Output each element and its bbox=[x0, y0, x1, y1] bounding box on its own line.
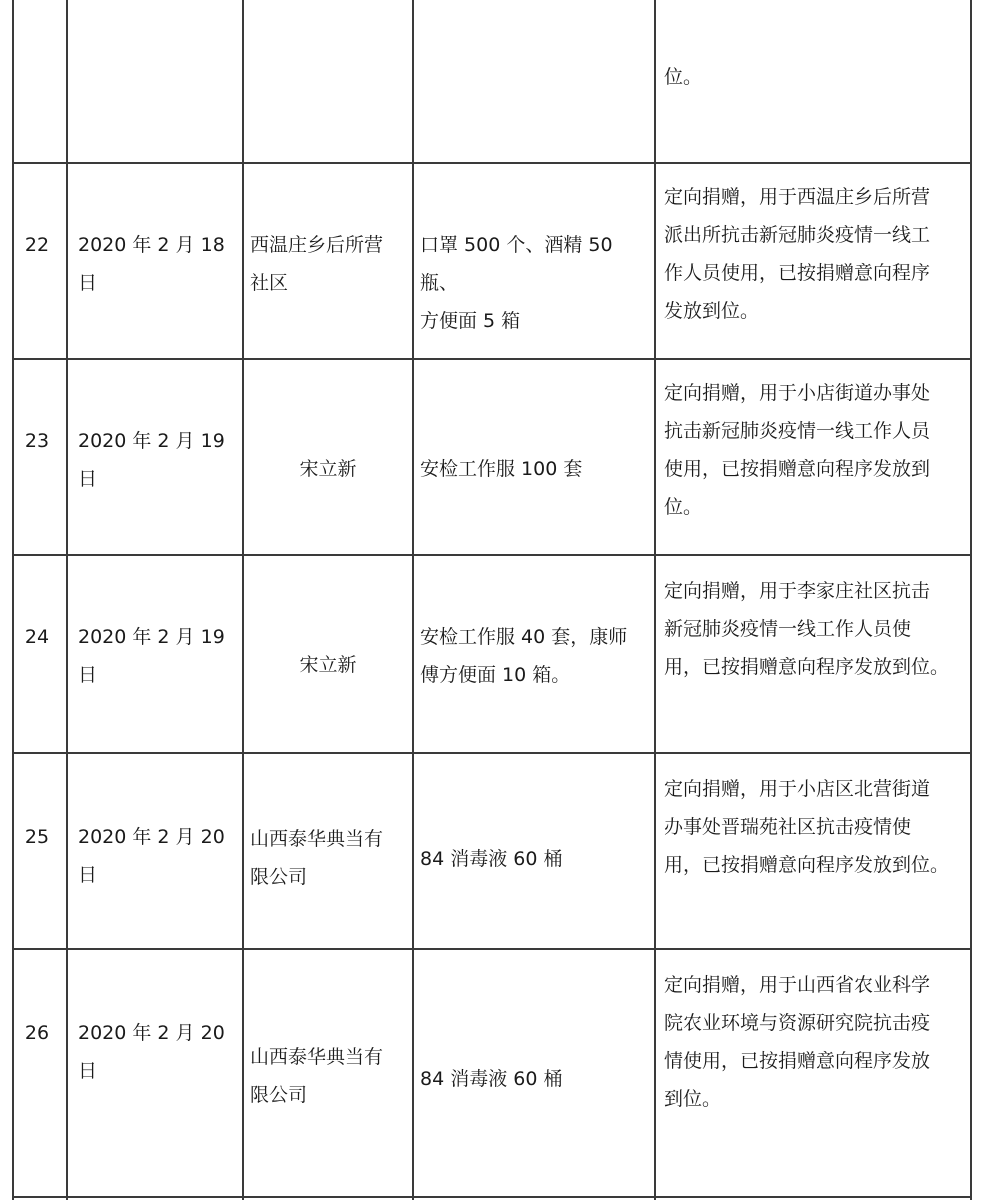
row-divider bbox=[12, 358, 972, 360]
donor-cell bbox=[250, 646, 406, 684]
donor-cell bbox=[250, 1038, 406, 1114]
usage-text: 定向捐赠，用于西温庄乡后所营 bbox=[664, 186, 931, 208]
donor-text: 宋立新 bbox=[299, 654, 357, 676]
usage-cell bbox=[664, 374, 964, 526]
date-cell bbox=[78, 818, 238, 894]
usage-text: 使用，已按捐赠意向程序发放到 bbox=[664, 458, 931, 480]
column-divider bbox=[654, 0, 656, 1200]
row-index: 26 bbox=[24, 1022, 50, 1044]
items-text: 口罩 500 个、酒精 50 瓶、 bbox=[420, 234, 613, 294]
usage-text: 位。 bbox=[664, 496, 703, 518]
date-text: 2020 年 2 月 18 bbox=[78, 234, 225, 256]
donor-text: 山西泰华典当有 bbox=[250, 828, 384, 850]
date-text: 日 bbox=[78, 468, 98, 490]
date-text: 2020 年 2 月 20 bbox=[78, 1022, 225, 1044]
usage-cell bbox=[664, 572, 964, 686]
date-cell bbox=[78, 618, 238, 694]
donor-cell bbox=[250, 820, 406, 896]
date-text: 日 bbox=[78, 272, 98, 294]
donor-text: 社区 bbox=[250, 272, 289, 294]
usage-text: 用，已按捐赠意向程序发放到位。 bbox=[664, 656, 950, 678]
usage-text: 发放到位。 bbox=[664, 300, 760, 322]
date-text: 日 bbox=[78, 864, 98, 886]
items-text: 84 消毒液 60 桶 bbox=[420, 1068, 563, 1090]
column-divider bbox=[412, 0, 414, 1200]
usage-cell bbox=[664, 770, 964, 884]
column-divider bbox=[66, 0, 68, 1200]
items-cell bbox=[420, 1060, 650, 1098]
usage-cell bbox=[664, 966, 964, 1118]
donor-text: 山西泰华典当有 bbox=[250, 1046, 384, 1068]
usage-text: 情使用，已按捐赠意向程序发放 bbox=[664, 1050, 931, 1072]
items-text: 安检工作服 40 套，康师 bbox=[420, 626, 628, 648]
usage-text: 院农业环境与资源研究院抗击疫 bbox=[664, 1012, 931, 1034]
date-cell bbox=[78, 1014, 238, 1090]
row-index: 22 bbox=[24, 234, 50, 256]
table-border-right bbox=[970, 0, 972, 1200]
row-divider bbox=[12, 1196, 972, 1198]
donor-cell bbox=[250, 226, 406, 302]
items-cell bbox=[420, 840, 650, 878]
donor-text: 宋立新 bbox=[299, 458, 357, 480]
items-text: 84 消毒液 60 桶 bbox=[420, 848, 563, 870]
date-cell bbox=[78, 422, 238, 498]
donor-cell bbox=[250, 450, 406, 488]
date-text: 日 bbox=[78, 664, 98, 686]
row-index: 25 bbox=[24, 826, 50, 848]
usage-text: 定向捐赠，用于山西省农业科学 bbox=[664, 974, 931, 996]
items-cell bbox=[420, 450, 650, 488]
items-text: 方便面 5 箱 bbox=[420, 310, 521, 332]
items-cell bbox=[420, 226, 650, 340]
date-text: 日 bbox=[78, 1060, 98, 1082]
usage-text: 定向捐赠，用于小店区北营街道 bbox=[664, 778, 931, 800]
donor-text: 西温庄乡后所营 bbox=[250, 234, 384, 256]
usage-text: 作人员使用，已按捐赠意向程序 bbox=[664, 262, 931, 284]
date-text: 2020 年 2 月 19 bbox=[78, 626, 225, 648]
usage-text: 抗击新冠肺炎疫情一线工作人员 bbox=[664, 420, 931, 442]
usage-text: 用，已按捐赠意向程序发放到位。 bbox=[664, 854, 950, 876]
usage-cell bbox=[664, 178, 964, 330]
date-text: 2020 年 2 月 19 bbox=[78, 430, 225, 452]
date-cell bbox=[78, 226, 238, 302]
date-text: 2020 年 2 月 20 bbox=[78, 826, 225, 848]
items-text: 安检工作服 100 套 bbox=[420, 458, 583, 480]
usage-cell bbox=[664, 58, 964, 96]
usage-text: 位。 bbox=[664, 66, 703, 88]
row-divider bbox=[12, 948, 972, 950]
row-index: 23 bbox=[24, 430, 50, 452]
usage-text: 定向捐赠，用于小店街道办事处 bbox=[664, 382, 931, 404]
usage-text: 定向捐赠，用于李家庄社区抗击 bbox=[664, 580, 931, 602]
row-index: 24 bbox=[24, 626, 50, 648]
usage-text: 派出所抗击新冠肺炎疫情一线工 bbox=[664, 224, 931, 246]
column-divider bbox=[242, 0, 244, 1200]
row-divider bbox=[12, 554, 972, 556]
items-cell bbox=[420, 618, 650, 694]
donor-text: 限公司 bbox=[250, 866, 308, 888]
row-divider bbox=[12, 162, 972, 164]
items-text: 傅方便面 10 箱。 bbox=[420, 664, 571, 686]
usage-text: 新冠肺炎疫情一线工作人员使 bbox=[664, 618, 912, 640]
usage-text: 到位。 bbox=[664, 1088, 722, 1110]
row-divider bbox=[12, 752, 972, 754]
donor-text: 限公司 bbox=[250, 1084, 308, 1106]
usage-text: 办事处晋瑞苑社区抗击疫情使 bbox=[664, 816, 912, 838]
